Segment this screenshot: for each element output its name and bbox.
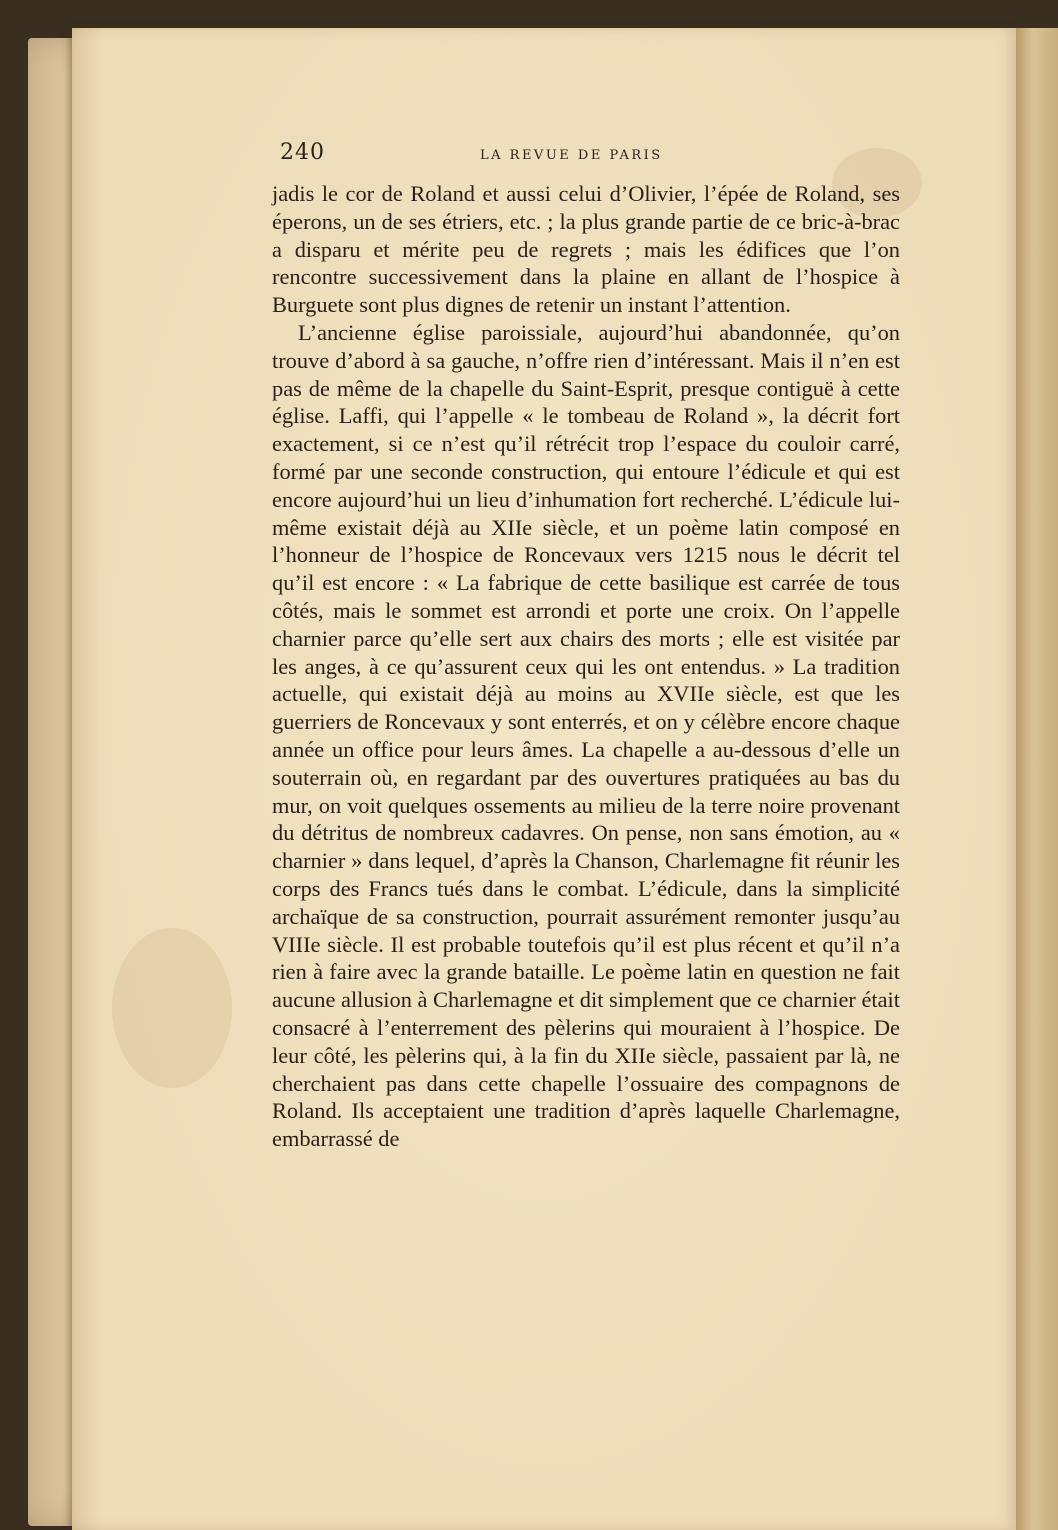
paragraph-1: jadis le cor de Roland et aussi celui d’Olivier, l’épée de Roland, ses éperons, un de ses étriers, etc. ; la plus grande partie de ce bric-à-brac a disparu et mérite peu de regrets ; mais les édifices que l’on rencontre successivement dans la plaine en allant de l’hospice à Burguete sont plus dignes de retenir un instant l’attention. <box>272 181 900 318</box>
body-text <box>272 180 900 1153</box>
paragraph-2: L’ancienne église paroissiale, aujourd’hui abandonnée, qu’on trouve d’abord à sa gauche, n’offre rien d’intéressant. Mais il n’en est pas de même de la chapelle du Saint-Esprit, presque contiguë à cette église. Laffi, qui l’appelle « le tombeau de Roland », la décrit fort exactement, si ce n’est qu’il rétrécit trop l’espace du couloir carré, formé par une seconde construction, qui entoure l’édicule et qui est encore aujourd’hui un lieu d’inhumation fort recherché. L’édicule lui-même existait déjà au XIIe siècle, et un poème latin composé en l’honneur de l’hospice de Roncevaux vers 1215 nous le décrit tel qu’il est encore : « La fabrique de cette basilique est carrée de tous côtés, mais le sommet est arrondi et porte une croix. On l’appelle charnier parce qu’elle sert aux chairs des morts ; elle est visitée par les anges, à ce qu’assurent ceux qui les ont entendus. » La tradition actuelle, qui existait déjà au moins au XVIIe siècle, est que les guerriers de Roncevaux y sont enterrés, et on y célèbre encore chaque année un office pour leurs âmes. La chapelle a au-dessous d’elle un souterrain où, en regardant par des ouvertures pratiquées au bas du mur, on voit quelques ossements au milieu de la terre noire provenant du détritus de nombreux cadavres. On pense, non sans émotion, au « charnier » dans lequel, d’après la Chanson, Charlemagne fit réunir les corps des Francs tués dans le combat. L’édicule, dans la simplicité archaïque de sa construction, pourrait assurément remonter jusqu’au VIIIe siècle. Il est probable toutefois qu’il est plus récent et qu’il n’a rien à faire avec la grande bataille. Le poème latin en question ne fait aucune allusion à Charlemagne et dit simplement que ce charnier était consacré à l’enterrement des pèlerins qui mouraient à l’hospice. De leur côté, les pèlerins qui, à la fin du XIIe siècle, passaient par là, ne cherchaient pas dans cette chapelle l’ossuaire des compagnons de Roland. Ils acceptaient une tradition d’après laquelle Charlemagne, embarrassé de <box>272 319 900 1152</box>
page-number: 240 <box>280 140 325 165</box>
paper-stain <box>112 928 232 1088</box>
running-head <box>280 140 900 174</box>
journal-title: LA REVUE DE PARIS <box>480 148 663 163</box>
page-right-edge <box>1016 28 1058 1530</box>
